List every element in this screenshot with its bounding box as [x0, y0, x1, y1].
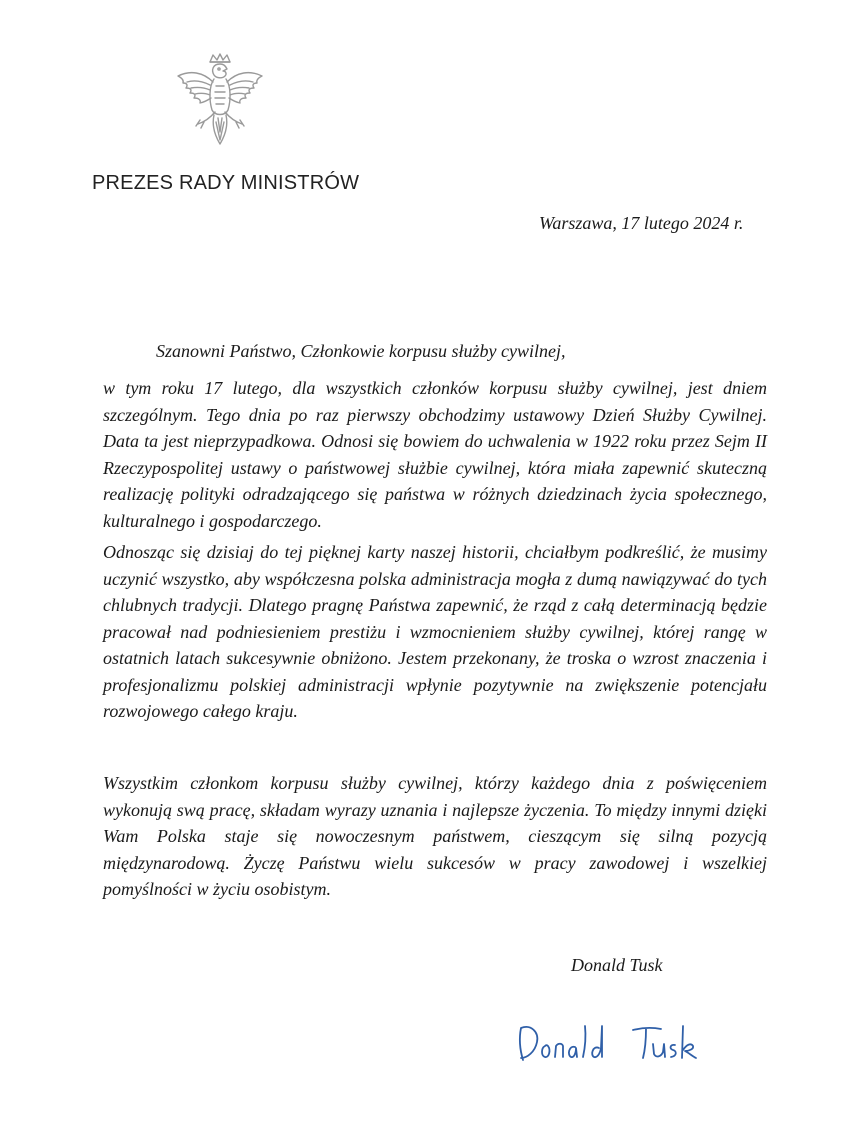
- letter-paragraph: Wszystkim członkom korpusu służby cywilnej, którzy każdego dnia z poświęceniem wykonują swą pracę, składam wyrazy uznania i najlepsze życzenia. To między innymi dzięki Wam Polska staje się nowoczesnym państwem, cieszącym się silną pozycją międzynarodową. Życzę Państwu wielu sukcesów w pracy zawodowej i wszelkiej pomyślności w życiu osobistym.: [103, 773, 767, 899]
- letter-salutation: Szanowni Państwo, Członkowie korpusu służby cywilnej,: [156, 341, 566, 361]
- letter-paragraph: Odnosząc się dzisiaj do tej pięknej karty naszej historii, chciałbym podkreślić, że musimy uczynić wszystko, aby współczesna polska administracja mogła z dumą nawiązywać do tych chlubnych tradycji. Dlatego pragnę Państwa zapewnić, że rząd z całą determinacją będzie pracował nad podniesieniem prestiżu i wzmocnieniem służby cywilnej, której rangę w ostatnich latach sukcesywnie obniżono. Jestem przekonany, że troska o wzrost znaczenia i profesjonalizmu polskiej administracji wpłynie pozytywnie na zwiększenie potencjału rozwojowego całego kraju.: [103, 542, 767, 721]
- letter-paragraph: w tym roku 17 lutego, dla wszystkich członków korpusu służby cywilnej, jest dniem szczególnym. Tego dnia po raz pierwszy obchodzimy ustawowy Dzień Służby Cywilnej. Data ta jest nieprzypadkowa. Odnosi się bowiem do uchwalenia w 1922 roku przez Sejm II Rzeczypospolitej ustawy o państwowej służbie cywilnej, która miała zapewnić skuteczną realizację polityki odradzającego się państwa w różnych dziedzinach życia społecznego, kulturalnego i gospodarczego.: [103, 378, 767, 531]
- letter-date: Warszawa, 17 lutego 2024 r.: [539, 213, 744, 233]
- handwritten-signature: [515, 1012, 730, 1072]
- signatory-name: Donald Tusk: [571, 955, 663, 975]
- polish-eagle-emblem-icon: [170, 52, 270, 156]
- office-title: PREZES RADY MINISTRÓW: [92, 172, 360, 194]
